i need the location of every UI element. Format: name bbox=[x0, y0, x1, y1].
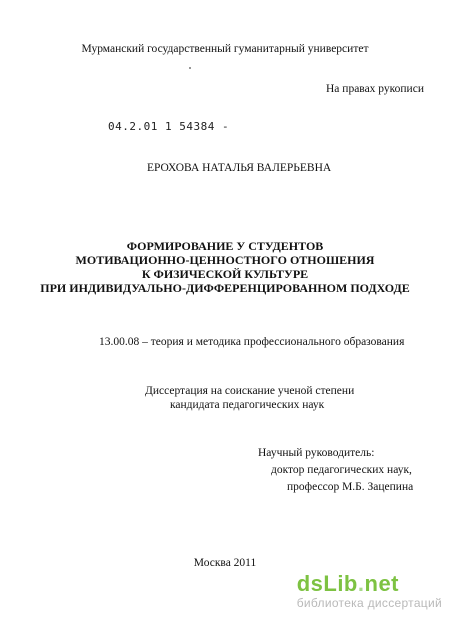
supervisor-label: Научный руководитель: bbox=[258, 447, 375, 459]
dslib-watermark bbox=[297, 573, 442, 611]
manuscript-note: На правах рукописи bbox=[326, 83, 424, 95]
title-line-1: ФОРМИРОВАНИЕ У СТУДЕНТОВ bbox=[126, 239, 324, 253]
watermark-logo-tld: net bbox=[364, 571, 399, 596]
specialty-code: 13.00.08 – теория и методика профессионального образования bbox=[99, 336, 405, 348]
archive-stamp: 04.2.01 1 54384 - bbox=[108, 120, 230, 133]
city-year: Москва 2011 bbox=[193, 557, 257, 569]
title-line-3: К ФИЗИЧЕСКОЙ КУЛЬТУРЕ bbox=[141, 267, 309, 281]
dissertation-degree-line-2: кандидата педагогических наук bbox=[170, 399, 325, 411]
supervisor-degree: доктор педагогических наук, bbox=[271, 464, 412, 476]
watermark-logo-dot: . bbox=[357, 571, 365, 596]
title-line-2: МОТИВАЦИОННО-ЦЕННОСТНОГО ОТНОШЕНИЯ bbox=[75, 253, 375, 267]
dissertation-degree-line-1: Диссертация на соискание ученой степени bbox=[145, 385, 355, 397]
scan-speck bbox=[189, 67, 191, 69]
university-name: Мурманский государственный гуманитарный университет bbox=[81, 43, 369, 55]
watermark-subtitle: библиотека диссертаций bbox=[296, 596, 442, 610]
watermark-logo bbox=[297, 573, 442, 595]
author-name: ЕРОХОВА НАТАЛЬЯ ВАЛЕРЬЕВНА bbox=[147, 162, 332, 174]
watermark-logo-main: dsLib bbox=[296, 571, 358, 596]
dissertation-title bbox=[0, 239, 450, 295]
title-line-4: ПРИ ИНДИВИДУАЛЬНО-ДИФФЕРЕНЦИРОВАННОМ ПОДХОДЕ bbox=[40, 281, 410, 295]
supervisor-name: профессор М.Б. Зацепина bbox=[287, 481, 414, 493]
